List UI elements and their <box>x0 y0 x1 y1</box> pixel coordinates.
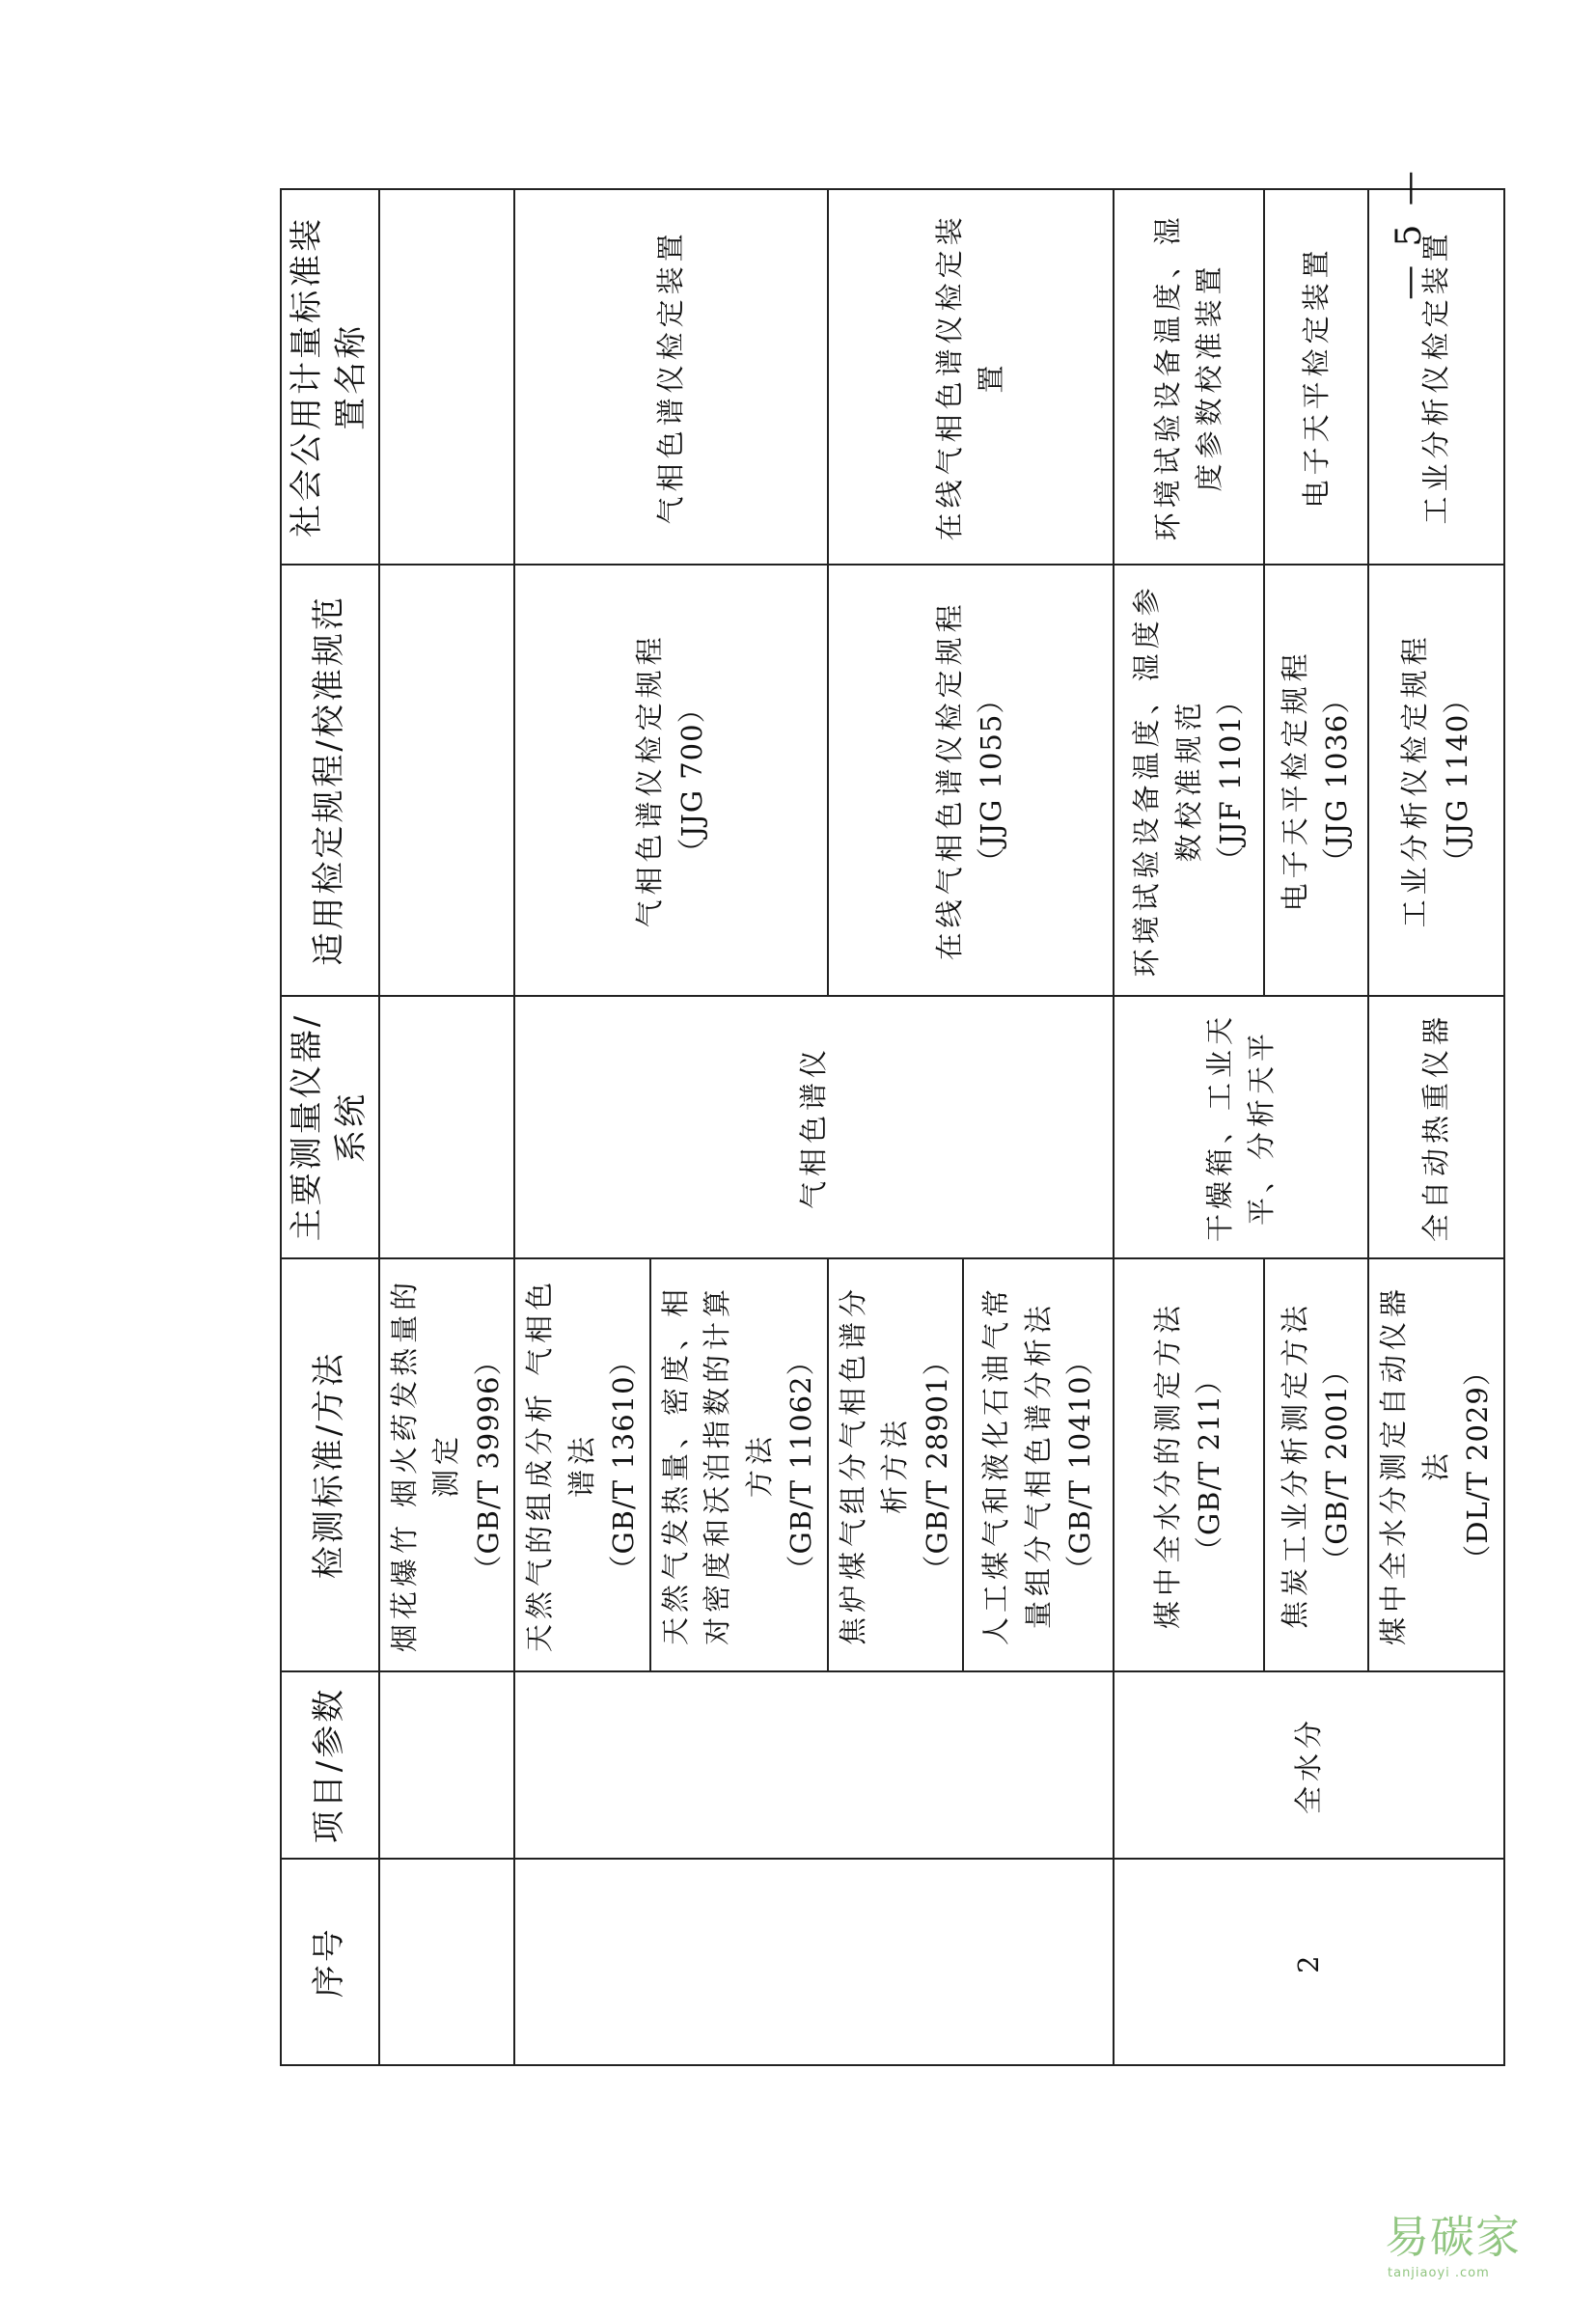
method-text: 焦炭工业分析测定方法 <box>1278 1300 1311 1629</box>
method-std: （GB/T 11062） <box>784 1346 818 1584</box>
method-cell <box>828 1258 964 1671</box>
regulation-cell <box>1264 565 1368 996</box>
page-number: — 5 — <box>1390 167 1429 300</box>
method-std: （GB/T 39996） <box>471 1346 505 1584</box>
method-cell <box>650 1258 828 1671</box>
watermark-text: 易碳家 <box>1385 2211 1521 2263</box>
method-text: 天然气的组成分析 气相色谱法 <box>523 1277 598 1653</box>
seq-cell <box>514 1859 1114 2065</box>
table-row <box>1114 189 1264 2065</box>
device-cell: 气相色谱仪检定装置 <box>514 189 828 565</box>
regulation-text: 电子天平检定规程 <box>1278 648 1311 912</box>
method-text: 人工煤气和液化石油气常量组分气相色谱分析法 <box>979 1283 1055 1645</box>
method-cell <box>514 1258 650 1671</box>
regulation-text: 气相色谱仪检定规程 <box>633 632 667 928</box>
regulation-cell <box>1368 565 1504 996</box>
table-row <box>379 189 515 2065</box>
regulation-std: （JJG 700） <box>674 694 708 867</box>
header-seq: 序号 <box>281 1859 379 2065</box>
watermark-sub: tanjiaoyi .com <box>1388 2266 1490 2280</box>
regulation-cell <box>1114 565 1264 996</box>
method-std: （DL/T 2029） <box>1461 1357 1495 1573</box>
header-row <box>281 189 379 2065</box>
device-cell: 在线气相色谱仪检定装置 <box>828 189 1114 565</box>
method-cell <box>1368 1258 1504 1671</box>
item-cell: 全水分 <box>1114 1671 1504 1859</box>
seq-cell <box>379 1859 515 2065</box>
device-cell: 工业分析仪检定装置 <box>1368 189 1504 565</box>
method-text: 焦炉煤气组分气相色谱分析方法 <box>836 1283 912 1645</box>
item-cell <box>514 1671 1114 1859</box>
method-text: 天然气发热量、密度、相对密度和沃泊指数的计算方法 <box>658 1283 776 1645</box>
instrument-cell <box>379 996 515 1258</box>
header-item: 项目/参数 <box>281 1671 379 1859</box>
standards-table <box>280 188 1505 2066</box>
header-method: 检测标准/方法 <box>281 1258 379 1671</box>
regulation-std: （JJG 1140） <box>1440 684 1473 876</box>
method-cell <box>963 1258 1114 1671</box>
regulation-std: （JJG 1055） <box>975 684 1008 876</box>
header-regulation: 适用检定规程/校准规范 <box>281 565 379 996</box>
seq-cell: 2 <box>1114 1859 1504 2065</box>
header-instrument: 主要测量仪器/系统 <box>281 996 379 1258</box>
device-cell <box>379 189 515 565</box>
device-cell: 环境试验设备温度、湿度参数校准装置 <box>1114 189 1264 565</box>
method-text: 煤中全水分测定自动仪器法 <box>1377 1283 1452 1645</box>
item-cell <box>379 1671 515 1859</box>
instrument-cell: 干燥箱、工业天平、分析天平 <box>1114 996 1368 1258</box>
device-cell: 电子天平检定装置 <box>1264 189 1368 565</box>
method-cell <box>1114 1258 1264 1671</box>
method-cell <box>1264 1258 1368 1671</box>
method-cell <box>379 1258 515 1671</box>
regulation-std: （JJF 1101） <box>1214 686 1248 874</box>
regulation-text: 环境试验设备温度、湿度参数校准规范 <box>1130 583 1205 978</box>
method-text: 烟花爆竹 烟火药发热量的测定 <box>387 1277 463 1653</box>
regulation-cell <box>828 565 1114 996</box>
regulation-cell <box>514 565 828 996</box>
method-std: （GB/T 28901） <box>920 1346 953 1584</box>
method-std: （GB/T 10410） <box>1063 1346 1097 1584</box>
method-std: （GB/T 13610） <box>607 1346 641 1584</box>
instrument-cell: 全自动热重仪器 <box>1368 996 1504 1258</box>
table-row <box>514 189 650 2065</box>
method-std: （GB/T 211） <box>1193 1365 1226 1565</box>
header-device: 社会公用计量标准装置名称 <box>281 189 379 565</box>
regulation-text: 工业分析仪检定规程 <box>1398 632 1432 928</box>
regulation-text: 在线气相色谱仪检定规程 <box>932 599 966 961</box>
method-text: 煤中全水分的测定方法 <box>1150 1300 1184 1629</box>
regulation-std: （JJG 1036） <box>1320 684 1354 876</box>
instrument-cell: 气相色谱仪 <box>514 996 1114 1258</box>
regulation-cell <box>379 565 515 996</box>
watermark-logo <box>1385 2202 1596 2318</box>
method-std: （GB/T 2001） <box>1320 1356 1354 1574</box>
